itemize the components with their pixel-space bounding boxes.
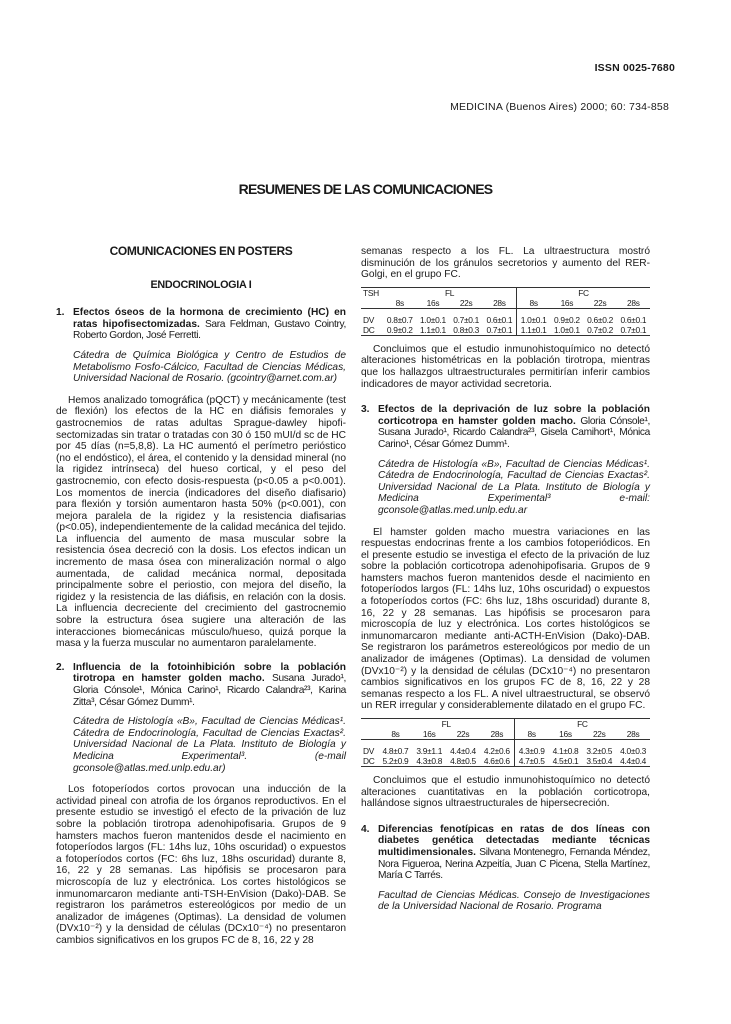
table-column-header: 16s — [412, 729, 446, 740]
table-cell: 1.1±0.1 — [517, 325, 551, 336]
abstract-authors: Susana Jurado¹, Gloria Cónsole¹, Mónica Carino¹, Ricardo Calandra²³, Karina Zitta³, César Gómez Dumm¹. — [73, 673, 346, 708]
table-cell: 4.6±0.6 — [480, 756, 514, 767]
table-cell: 1.1±0.1 — [416, 325, 449, 336]
table-column-header: 28s — [483, 298, 517, 309]
abstract-title: Efectos óseos de la hormona de crecimiento (HC) en ratas hipofisectomizadas. — [73, 307, 346, 330]
table-cell: 4.1±0.8 — [552, 746, 579, 756]
abstract-authors: Gloria Cónsole¹, Susana Jurado¹, Ricardo Calandra²³, Gisela Camihort¹, Mónica Carino¹, César Gómez Dumm¹. — [378, 415, 650, 450]
abstract-affiliation: Cátedra de Histología «B», Facultad de Ciencias Médicas¹. Cátedra de Endocrinología, Facultad de Ciencias Exactas². Universidad Nacional de La Plata. Instituto de Biología y Medicina Experimental³ e-mail: gconsole@atlas.med.unlp.edu.ar — [378, 458, 650, 516]
table-cell: 3.5±0.4 — [582, 756, 616, 767]
table-cell: 4.4±0.4 — [616, 756, 650, 767]
abstract-2-header — [56, 662, 346, 708]
table-cell: 4.5±0.1 — [549, 756, 583, 767]
table-cell: 1.0±0.1 — [550, 325, 583, 336]
abstract-4-header — [361, 824, 650, 882]
abstract-affiliation: Facultad de Ciencias Médicas. Consejo de Investigaciones de la Universidad Nacional de Rosario. Programa — [378, 889, 650, 913]
table-cell: 3.2±0.5 — [586, 746, 613, 756]
table-cell: 3.9±1.1 — [416, 746, 443, 756]
table-cell: 4.2±0.6 — [483, 746, 510, 756]
acth-table — [361, 718, 650, 767]
table-row-label: DC — [361, 756, 379, 767]
table-cell: 4.0±0.3 — [620, 746, 646, 756]
table-cell: 0.7±0.1 — [453, 314, 480, 325]
right-column — [361, 246, 650, 923]
abstract-body: Los fotoperíodos cortos provocan una inducción de la actividad pineal con atrofia de los órganos reproductivos. En el presente estudio se investigó el efecto de la privación de luz sobre la población tirotropa adenohipofisaria. Grupos de 9 hamsters machos fueron mantenidos desde el nacimiento en fotoperíodos largos (FL: 14hs luz, 10hs oscuridad) o expuestos a fotoperíodos cortos (FC: 6hs luz, 18hs oscuridad) durante 8, 16, 22 y 28 semanas. Las hipófisis se procesaron para microscopía de luz y electrónica. Los cortes histológicos se inmunomarcaron mediante anti-TSH-EnVision (Dako)-DAB. Se registraron los parámetros estereológicos por medio de un analizador de imágenes (Optimas). La densidad de volumen (DVx10⁻²) y la densidad de células (DCx10⁻⁴) no presentaron cambios significativos en los grupos FC de 8, 16, 22 y 28 — [56, 784, 346, 946]
tsh-table — [361, 287, 650, 336]
abstract-body: Hemos analizado tomográfica (pQCT) y mecánicamente (test de flexión) los efectos de la HC en diáfisis femorales y gastrocnemios de ratas adultas Sprague-dawley hipofi-sectomizadas sin tratar o tratadas con 30 ó 150 mUI/d sc de HC por 45 días (n=5,8,8). La HC aumentó el perímetro perióstico (no el endóstico), el área, el contenido y la densidad mineral (no la rigidez intrínseca) del hueso cortical, y el peso del gastrocnemio, con efecto dosis-respuesta (p<0.05 a p<0.001). Los momentos de inercia (indicadores del diseño diafisario) para flexión y torsión aumentaron hasta 50% (p<0.001), con mejora paralela de la rigidez y la resistencia diafisarias (p<0.05), independientemente de la calidad mecánica del tejido. La influencia del aumento de masa muscular sobre la resistencia ósea decreció con la dosis. Los efectos indican un incremento de masa ósea con mineralización normal o algo aumentada, de calidad mecánica normal, depositada principalmente sobre el periostio, con mejora del diseño, la rigidez y la resistencia de las diáfisis, en relación con la dosis. La influencia decreciente del crecimiento del gastrocnemio sobre la estructura ósea sugiere una alteración de las interacciones biomecánicas músculo/hueso, quizá porque la masa y la fuerza muscular no aumentaron paralelamente. — [56, 394, 346, 650]
table-cell: 0.9±0.2 — [383, 325, 416, 336]
abstract-affiliation: Cátedra de Histología «B», Facultad de Ciencias Médicas¹. Cátedra de Endocrinología, Facultad de Ciencias Exactas². Universidad Nacional de La Plata. Instituto de Biología y Medicina Experimental³. (e-mail gconsole@atlas.med.unlp.edu.ar) — [73, 716, 346, 774]
abstract-title: Influencia de la fotoinhibición sobre la población tirotropa en hamster golden macho. — [73, 661, 346, 685]
abstract-1-header — [56, 307, 346, 342]
left-column — [56, 246, 346, 946]
table-row-label: DV — [363, 746, 375, 756]
abstract-conclusion: Concluimos que el estudio inmunohistoquímico no detectó alteraciones cuantitativas en la población corticotropa, hallándose signos ultraestructurales de hipersecreción. — [361, 775, 650, 810]
table-row — [361, 746, 650, 756]
table-group-header: FL — [379, 719, 515, 730]
table-group-header: FC — [517, 287, 651, 298]
table-column-header: 8s — [514, 729, 548, 740]
table-column-header: 16s — [416, 298, 449, 309]
table-cell: 0.6±0.1 — [486, 314, 513, 325]
page-title: RESUMENES DE LAS COMUNICACIONES — [238, 181, 493, 197]
table-cell: 4.3±0.8 — [412, 756, 446, 767]
table-group-header: FC — [514, 719, 650, 730]
table-cell: 0.7±0.1 — [483, 325, 517, 336]
abstract-number: 3. — [361, 404, 370, 416]
table-row-label: DC — [361, 325, 383, 336]
table-cell: 0.8±0.3 — [450, 325, 483, 336]
table-column-header: 8s — [517, 298, 551, 309]
table-group-header: FL — [383, 287, 516, 298]
abstract-conclusion: Concluimos que el estudio inmunohistoquímico no detectó alteraciones histométricas en la población tirotropa, mientras que los hallazgos ultraestructurales permitirían inferir cambios indicadores de mayor actividad secretoria. — [361, 343, 650, 390]
table-row-label: DV — [363, 314, 375, 325]
table-cell: 4.8±0.7 — [382, 746, 409, 756]
table-cell: 4.4±0.4 — [450, 746, 476, 756]
table-cell: 4.8±0.5 — [446, 756, 480, 767]
table-column-header: 16s — [549, 729, 583, 740]
table-cell: 0.6±0.2 — [587, 314, 613, 325]
abstract-title: Efectos de la deprivación de luz sobre la población corticotropa en hamster golden macho. — [378, 404, 650, 427]
table-column-header: 22s — [583, 298, 616, 309]
table-column-header: 22s — [582, 729, 616, 740]
journal-citation: MEDICINA (Buenos Aires) 2000; 60: 734-858 — [450, 101, 669, 113]
abstract-number: 1. — [56, 307, 65, 319]
table-column-header: 22s — [450, 298, 483, 309]
table-column-header: 16s — [550, 298, 583, 309]
table-cell: 5.2±0.9 — [379, 756, 413, 767]
abstract-authors: Silvana Montenegro, Fernanda Méndez, Nora Figueroa, Nerina Azpeitía, Juan C Picena, Stella Martínez, María C Tarrés. — [378, 846, 650, 882]
table-cell: 0.6±0.1 — [620, 314, 647, 325]
issn-number: ISSN 0025-7680 — [594, 62, 675, 74]
abstract-title: Diferencias fenotípicas en ratas de dos líneas con diabetes genética detectadas mediante técnicas multidimensionales. — [378, 823, 650, 858]
abstract-number: 2. — [56, 661, 65, 673]
table-row — [361, 325, 650, 336]
table-row — [361, 315, 650, 325]
table-column-header: 8s — [379, 729, 413, 740]
table-column-header: 22s — [446, 729, 480, 740]
table-cell: 0.9±0.2 — [553, 314, 580, 325]
abstract-body-continued: semanas respecto a los FL. La ultraestructura mostró disminución de los gránulos secretorios y aumento del RER-Golgi, en el grupo FC. — [361, 246, 650, 281]
table-column-header: 28s — [617, 298, 650, 309]
table-cell: 0.8±0.7 — [386, 314, 413, 325]
abstract-3-header — [361, 404, 650, 450]
table-cell: 4.3±0.9 — [514, 746, 548, 756]
abstract-number: 4. — [361, 823, 370, 835]
table-column-header: 28s — [616, 729, 650, 740]
table-cell: 0.7±0.1 — [617, 325, 650, 336]
table-cell: 4.7±0.5 — [514, 756, 548, 767]
table-cell: 1.0±0.1 — [517, 315, 551, 325]
table-column-header: 8s — [383, 298, 416, 309]
table-label: TSH — [361, 287, 383, 298]
subsection-heading: ENDOCRINOLOGIA I — [150, 278, 252, 291]
section-heading: COMUNICACIONES EN POSTERS — [109, 244, 293, 258]
abstract-affiliation: Cátedra de Química Biológica y Centro de Estudios de Metabolismo Fosfo-Cálcico, Facultad de Ciencias Médicas, Universidad Nacional de Rosario. (gcointry@arnet.com.ar) — [73, 349, 346, 385]
abstract-authors: Sara Feldman, Gustavo Cointry, Roberto Gordon, José Ferretti. — [73, 318, 346, 342]
table-column-header: 28s — [480, 729, 514, 740]
table-row — [361, 756, 650, 767]
abstract-body: El hamster golden macho muestra variaciones en las respuestas endocrinas frente a los cambios fotoperiódicos. En el presente estudio se investiga el efecto de la privación de luz sobre la población corticotropa adenohipofisaria. Grupos de 9 hamsters machos fueron mantenidos desde el nacimiento en fotoperíodos largos (FL: 14hs luz, 10hs oscuridad) o expuestos a fotoperíodos cortos (FC: 6hs luz, 18hs oscuridad) durante 8, 16, 22 y 28 semanas. Las hipófisis se procesaron para microscopía de luz y electrónica. Los cortes histológicos se inmunomarcaron mediante anti-ACTH-EnVision (Dako)-DAB. Se registraron los parámetros estereológicos por medio de un analizador de imágenes (Optimas). La densidad de volumen (DVx10⁻²) y la densidad de células (DCx10⁻⁴) no presentaron cambios significativos en los grupos FC de 8, 16, 22 y 28 semanas respecto a los FL. A nivel ultraestructural, se observó un RER irregular y considerablemente dilatado en el grupo FC. — [361, 526, 650, 712]
table-cell: 0.7±0.2 — [583, 325, 616, 336]
table-cell: 1.0±0.1 — [420, 314, 446, 325]
